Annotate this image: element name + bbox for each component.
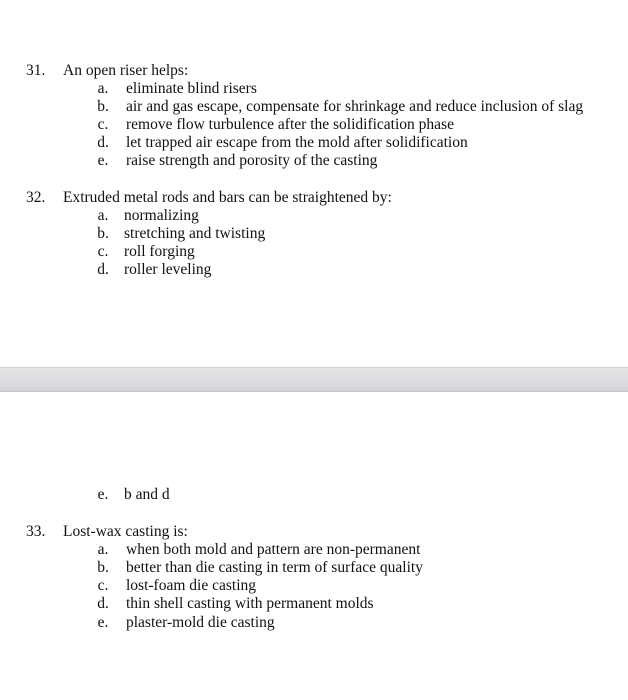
option-letter: b.: [97, 98, 109, 115]
question-stem: Extruded metal rods and bars can be straightened by:: [63, 189, 392, 206]
option-letter: c.: [97, 243, 109, 260]
option-text: thin shell casting with permanent molds: [126, 595, 374, 612]
page-break-divider: [0, 367, 628, 392]
option-letter: e.: [97, 152, 109, 169]
option-text: roller leveling: [124, 261, 212, 278]
option-32-a: [0, 207, 628, 225]
option-letter: d.: [97, 134, 109, 151]
option-letter: e.: [97, 486, 109, 503]
option-text: roll forging: [124, 243, 195, 260]
question-stem: An open riser helps:: [63, 62, 189, 79]
option-text: stretching and twisting: [124, 225, 266, 242]
option-33-c: [0, 577, 628, 595]
option-letter: a.: [97, 541, 109, 558]
option-text: plaster-mold die casting: [126, 614, 275, 631]
option-32-b: [0, 225, 628, 243]
option-text: raise strength and porosity of the casting: [126, 152, 378, 169]
option-text: air and gas escape, compensate for shrinkage and reduce inclusion of slag: [126, 98, 584, 115]
option-text: eliminate blind risers: [126, 80, 257, 97]
option-31-b: [0, 98, 628, 116]
option-text: lost-foam die casting: [126, 577, 256, 594]
option-letter: e.: [97, 614, 109, 631]
option-letter: d.: [97, 261, 109, 278]
question-number: 32.: [26, 189, 46, 206]
option-33-d: [0, 595, 628, 613]
option-32-c: [0, 243, 628, 261]
option-31-d: [0, 134, 628, 152]
option-text: better than die casting in term of surface quality: [126, 559, 423, 576]
option-letter: a.: [97, 207, 109, 224]
option-letter: c.: [97, 116, 109, 133]
option-letter: a.: [97, 80, 109, 97]
option-32-e: [0, 486, 628, 504]
option-letter: b.: [97, 225, 109, 242]
option-33-a: [0, 541, 628, 559]
option-31-e: [0, 152, 628, 170]
question-number: 33.: [26, 523, 46, 540]
question-stem: Lost-wax casting is:: [63, 523, 188, 540]
option-letter: c.: [97, 577, 109, 594]
question-number: 31.: [26, 62, 46, 79]
option-text: b and d: [124, 486, 170, 503]
option-33-e: [0, 614, 628, 632]
option-letter: b.: [97, 559, 109, 576]
option-text: when both mold and pattern are non-permanent: [126, 541, 421, 558]
option-33-b: [0, 559, 628, 577]
option-31-a: [0, 80, 628, 98]
option-letter: d.: [97, 595, 109, 612]
option-text: remove flow turbulence after the solidification phase: [126, 116, 454, 133]
option-text: normalizing: [124, 207, 199, 224]
option-31-c: [0, 116, 628, 134]
option-32-d: [0, 261, 628, 279]
option-text: let trapped air escape from the mold after solidification: [126, 134, 468, 151]
